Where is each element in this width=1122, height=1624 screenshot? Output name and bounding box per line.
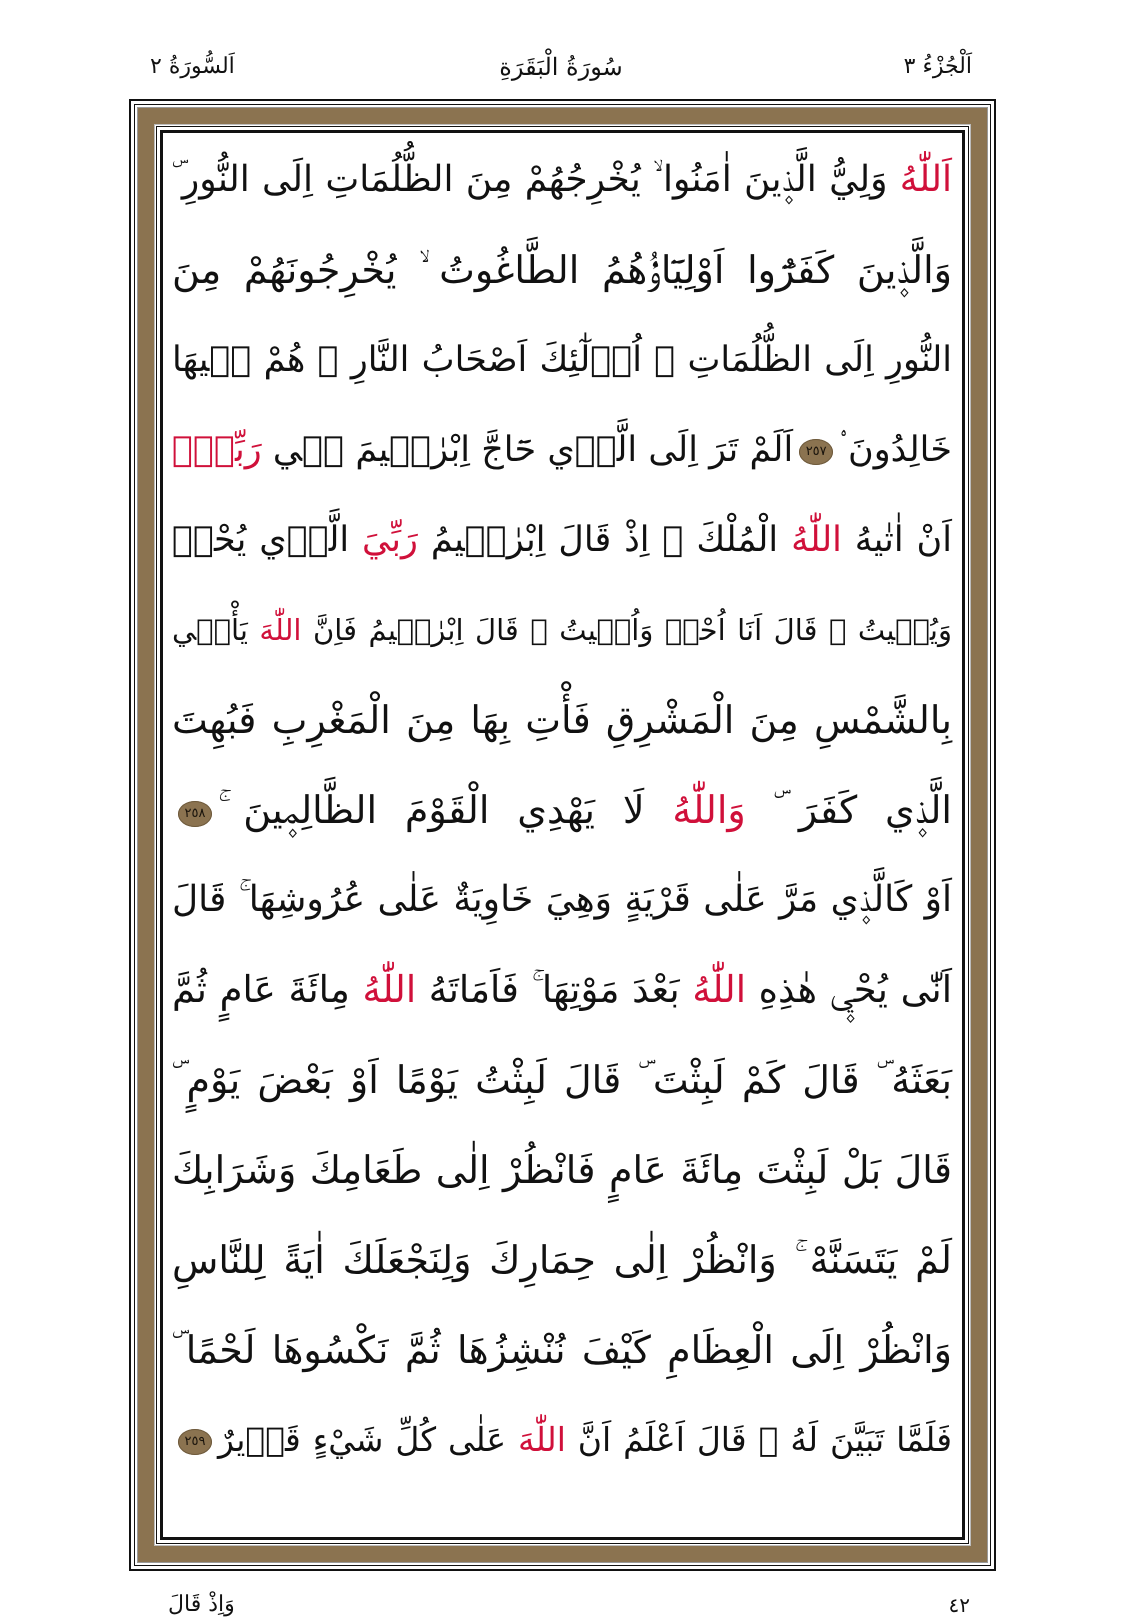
divine-name-text: اَللّٰهُ xyxy=(899,159,952,200)
text-line xyxy=(172,585,952,675)
divine-name-text: اللّٰهَ xyxy=(259,613,302,647)
footer-catchword: وَاِذْ قَالَ xyxy=(168,1592,235,1617)
text-line xyxy=(172,1215,952,1305)
divine-name-text: اللّٰهُ xyxy=(791,520,842,560)
verse-text: اَنّٰى يُحْي۪ هٰذِهِ xyxy=(745,968,952,1011)
header-juz-label: اَلْجُزْءُ ٣ xyxy=(903,54,972,79)
header-surah-name: سُورَةُ الْبَقَرَةِ xyxy=(499,53,623,81)
text-line xyxy=(172,135,952,225)
divine-name-text: اللّٰهَ xyxy=(518,1420,566,1459)
text-line xyxy=(172,1305,952,1395)
divine-name-text: اللّٰهُ xyxy=(362,968,417,1011)
verse-text: بَعْدَ مَوْتِهَا ۚ فَاَمَاتَهُ xyxy=(416,968,693,1011)
verse-text: الَّذ۪ي يُحْي۪ xyxy=(172,520,363,560)
verse-text: يَأْت۪ي xyxy=(172,613,260,647)
text-line xyxy=(172,855,952,945)
verse-text: فَلَمَّا تَبَيَّنَ لَهُ ۙ قَالَ اَعْلَمُ اَنَّ xyxy=(565,1420,952,1459)
text-line xyxy=(172,1395,952,1485)
verse-text: النُّورِ اِلَى الظُّلُمَاتِ ۜ اُو۬لٰٓئِكَ اَصْحَابُ النَّارِ ۚ هُمْ ف۪يهَا xyxy=(172,340,952,380)
text-line xyxy=(172,225,952,315)
divine-name-text: رَبِّه۪ٓ xyxy=(172,430,262,470)
verse-text: الَّذ۪ي كَفَرَ ۜ xyxy=(745,788,952,832)
text-line xyxy=(172,945,952,1035)
verse-text: اَلَمْ تَرَ اِلَى الَّذ۪ي حَٓاجَّ اِبْرٰه۪يمَ ف۪ي xyxy=(261,430,794,470)
text-line xyxy=(172,675,952,765)
ayah-number-marker: ٢٥٨ xyxy=(178,801,212,827)
verse-text: اَنْ اٰتٰيهُ xyxy=(841,520,952,560)
ayah-number-marker: ٢٥٩ xyxy=(178,1429,212,1455)
text-line xyxy=(172,315,952,405)
verse-text: خَالِدُونَ ۟ xyxy=(839,430,952,470)
verse-text: وَلِيُّ الَّذ۪ينَ اٰمَنُوا ۙ يُخْرِجُهُمْ مِنَ الظُّلُمَاتِ اِلَى النُّورِ ۜ xyxy=(172,159,900,200)
verse-text: لَا يَهْدِي الْقَوْمَ الظَّالِم۪ينَ ۚ xyxy=(218,788,673,832)
mushaf-text-block xyxy=(172,135,952,1485)
verse-text: وَالَّذ۪ينَ كَفَرُٓوا اَوْلِيَٓاؤُ۬هُمُ الطَّاغُوتُ ۙ يُخْرِجُونَهُمْ مِنَ xyxy=(172,248,952,292)
divine-name-text: اللّٰهُ xyxy=(692,968,746,1011)
footer-page-number: ٤٢ xyxy=(948,1593,970,1617)
divine-name-text: وَاللّٰهُ xyxy=(672,788,746,832)
verse-text: عَلٰى كُلِّ شَيْءٍ قَد۪يرٌ xyxy=(218,1420,519,1459)
text-line xyxy=(172,1035,952,1125)
verse-text: الْمُلْكَ ۢ اِذْ قَالَ اِبْرٰه۪يمُ xyxy=(417,520,792,560)
text-line xyxy=(172,495,952,585)
verse-text: اَوْ كَالَّذ۪ي مَرَّ عَلٰى قَرْيَةٍ وَهِيَ خَاوِيَةٌ عَلٰى عُرُوشِهَا ۚ قَالَ xyxy=(172,879,952,920)
verse-text: وَيُم۪يتُ ۙ قَالَ اَنَا اُحْي۪ وَاُم۪يتُ ۜ قَالَ اِبْرٰه۪يمُ فَاِنَّ xyxy=(301,613,953,647)
text-line xyxy=(172,405,952,495)
verse-text: قَالَ بَلْ لَبِثْتَ مِائَةَ عَامٍ فَانْظُرْ اِلٰى طَعَامِكَ وَشَرَابِكَ xyxy=(172,1148,952,1192)
verse-text: بِالشَّمْسِ مِنَ الْمَشْرِقِ فَأْتِ بِهَا مِنَ الْمَغْرِبِ فَبُهِتَ xyxy=(172,698,952,742)
header-surah-number: اَلسُّورَةُ ٢ xyxy=(150,54,235,79)
text-line xyxy=(172,765,952,855)
divine-name-text: رَبِّيَ xyxy=(362,520,418,560)
verse-text: بَعَثَهُ ۜ قَالَ كَمْ لَبِثْتَ ۜ قَالَ لَبِثْتُ يَوْمًا اَوْ بَعْضَ يَوْمٍ ۜ xyxy=(172,1058,952,1102)
verse-text: لَمْ يَتَسَنَّهْ ۚ وَانْظُرْ اِلٰى حِمَارِكَ وَلِنَجْعَلَكَ اٰيَةً لِلنَّاسِ xyxy=(172,1238,952,1282)
verse-text: وَانْظُرْ اِلَى الْعِظَامِ كَيْفَ نُنْشِزُهَا ثُمَّ نَكْسُوهَا لَحْمًا ۜ xyxy=(172,1328,952,1372)
ayah-number-marker: ٢٥٧ xyxy=(799,439,833,465)
verse-text: مِائَةَ عَامٍ ثُمَّ xyxy=(172,968,363,1011)
text-line xyxy=(172,1125,952,1215)
